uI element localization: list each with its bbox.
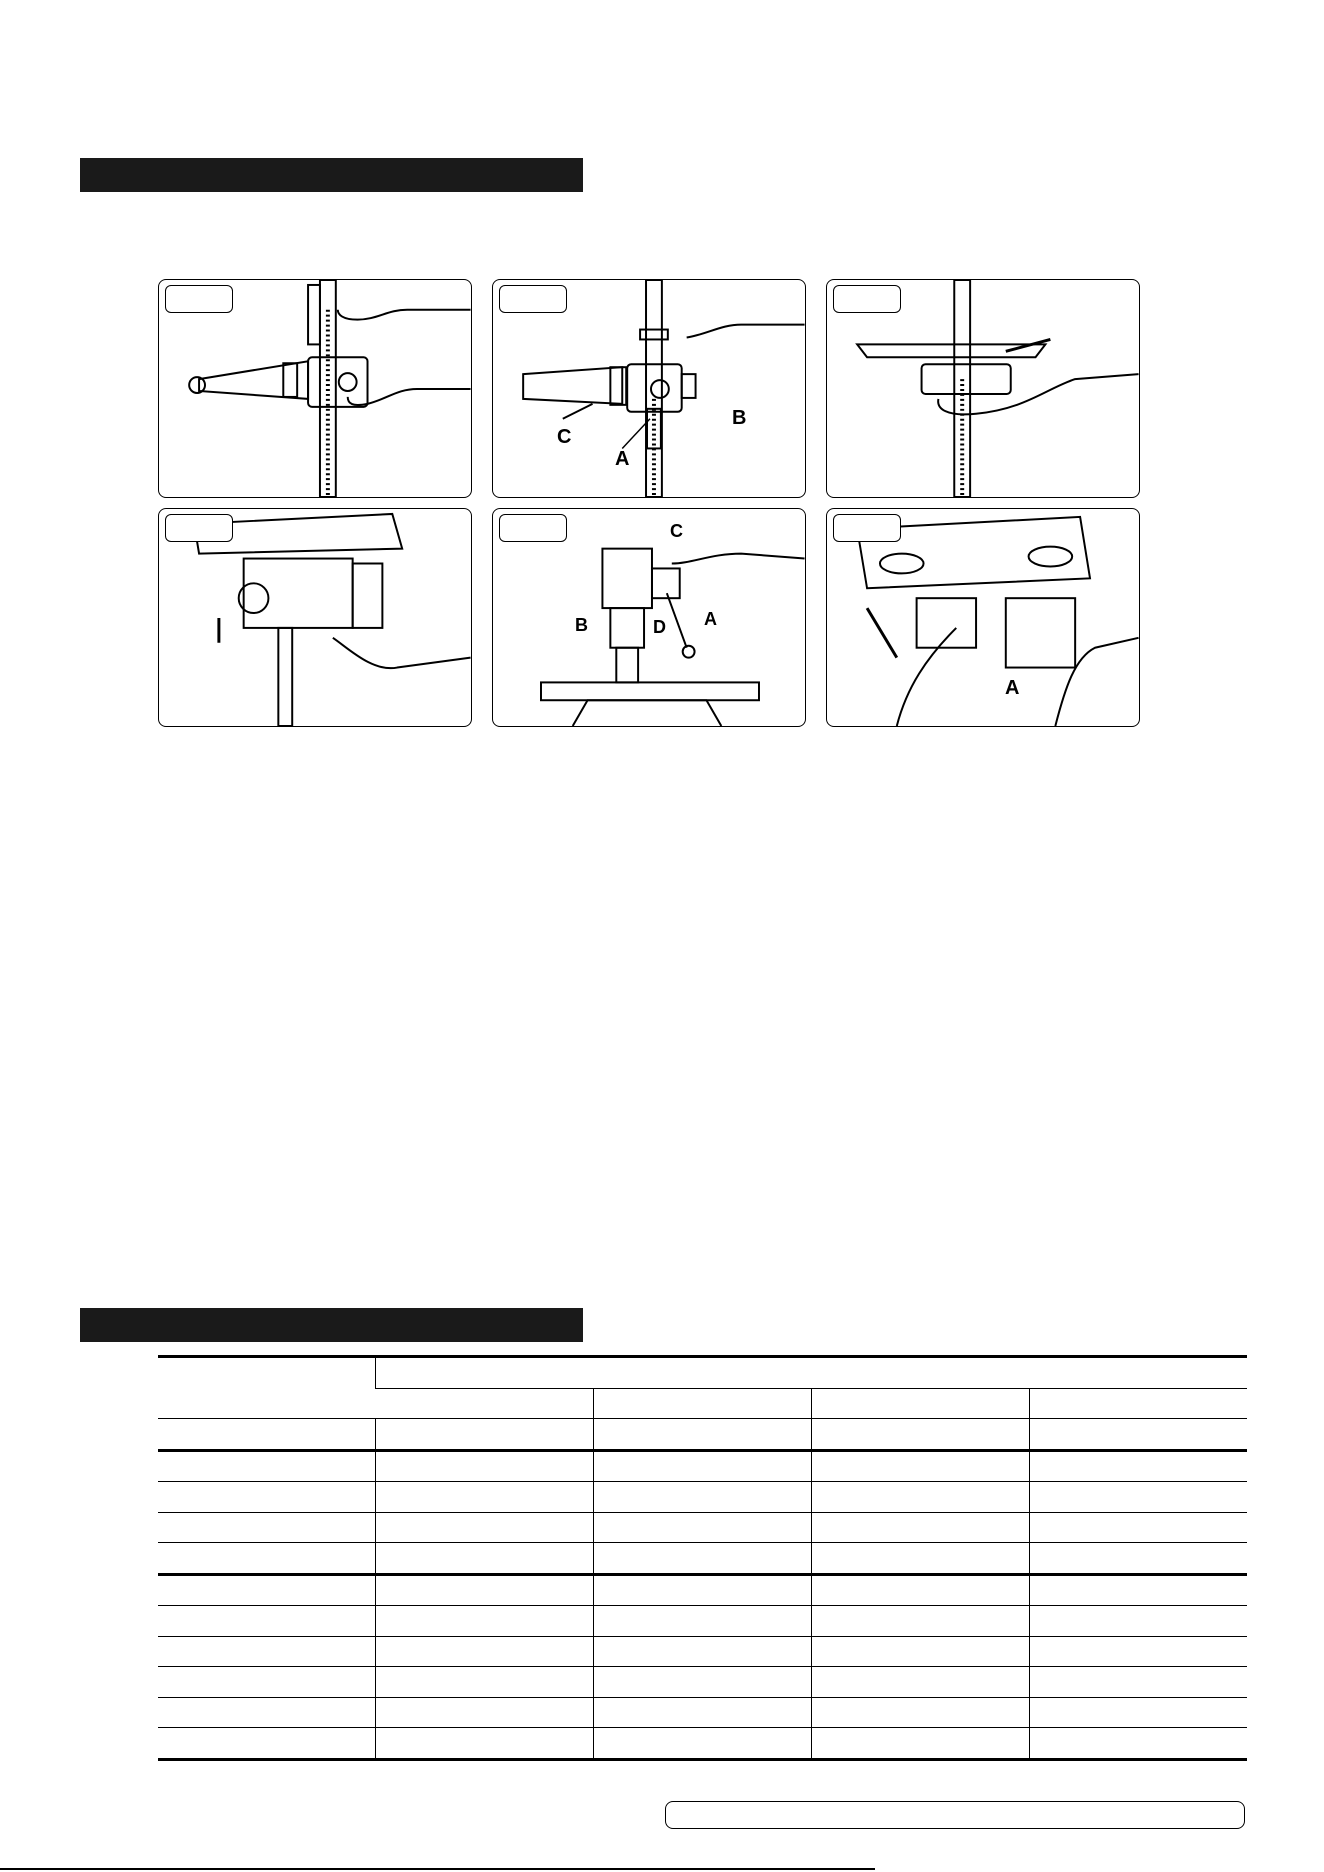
table-cell: [158, 1728, 375, 1760]
figure-panel-2: [492, 279, 806, 498]
table-cell: [158, 1636, 375, 1667]
figure-panel-1: [158, 279, 472, 498]
table-cell: [811, 1667, 1029, 1698]
table-cell: [1029, 1728, 1247, 1760]
table-cell: [593, 1450, 811, 1482]
table-cell: [811, 1636, 1029, 1667]
table-cell: [1029, 1450, 1247, 1482]
table-header-cell: [593, 1388, 811, 1419]
table-cell: [1029, 1574, 1247, 1606]
table-cell: [593, 1543, 811, 1575]
table-cell: [593, 1512, 811, 1543]
table-cell: [1029, 1482, 1247, 1513]
callout-label: A: [1005, 677, 1020, 699]
table-cell: [593, 1419, 811, 1451]
table-cell: [811, 1512, 1029, 1543]
table-header-cell: [811, 1388, 1029, 1419]
table-cell: [1029, 1667, 1247, 1698]
figure-panel-4: [158, 508, 472, 727]
table-cell: [158, 1482, 375, 1513]
table-cell: [593, 1482, 811, 1513]
table-cell: [158, 1606, 375, 1637]
table-cell: [158, 1419, 375, 1451]
figure-number-tab: [499, 514, 567, 542]
table-cell: [593, 1728, 811, 1760]
table-cell: [1029, 1419, 1247, 1451]
callout-label: A: [615, 448, 630, 470]
figure-number-tab: [165, 514, 233, 542]
table-cell: [1029, 1636, 1247, 1667]
table-cell: [375, 1482, 593, 1513]
table-cell: [593, 1697, 811, 1728]
table-cell: [811, 1419, 1029, 1451]
table-cell: [375, 1606, 593, 1637]
table-cell: [811, 1697, 1029, 1728]
table-cell: [375, 1574, 593, 1606]
table-cell: [1029, 1512, 1247, 1543]
figure-number-tab: [833, 514, 901, 542]
table-cell: [158, 1574, 375, 1606]
figure-panel-5: [492, 508, 806, 727]
figure-number-tab: [165, 285, 233, 313]
specification-table: [158, 1355, 1247, 1761]
note-box: [665, 1801, 1245, 1829]
table-cell: [593, 1667, 811, 1698]
table-cell: [375, 1636, 593, 1667]
table-cell: [811, 1574, 1029, 1606]
footer-rule: [0, 1868, 875, 1870]
figure-number-tab: [499, 285, 567, 313]
table-cell: [593, 1606, 811, 1637]
table-cell: [811, 1543, 1029, 1575]
callout-label: A: [704, 609, 717, 629]
section-header-bar-assembly: [80, 158, 583, 192]
table-cell: [375, 1543, 593, 1575]
table-cell: [375, 1419, 593, 1451]
figure-panel-6: [826, 508, 1140, 727]
callout-label: B: [575, 615, 588, 635]
callout-label: B: [732, 407, 747, 429]
table-cell: [593, 1636, 811, 1667]
table-cell: [375, 1667, 593, 1698]
table-cell: [158, 1667, 375, 1698]
table-header-cell: [375, 1357, 1247, 1389]
table-cell: [375, 1512, 593, 1543]
figure-panel-3: [826, 279, 1140, 498]
table-cell: [811, 1728, 1029, 1760]
table-header-cell: [1029, 1388, 1247, 1419]
table-cell: [375, 1728, 593, 1760]
table-cell: [1029, 1543, 1247, 1575]
table-cell: [811, 1482, 1029, 1513]
table-cell: [375, 1697, 593, 1728]
table-header-cell: [158, 1357, 375, 1419]
table-header-cell: [375, 1388, 593, 1419]
table-cell: [811, 1606, 1029, 1637]
figure-number-tab: [833, 285, 901, 313]
table-cell: [1029, 1697, 1247, 1728]
section-header-bar-specification: [80, 1308, 583, 1342]
table-cell: [375, 1450, 593, 1482]
callout-label: C: [670, 521, 683, 541]
table-cell: [158, 1697, 375, 1728]
table-cell: [158, 1512, 375, 1543]
table-cell: [811, 1450, 1029, 1482]
callout-label: D: [653, 617, 666, 637]
table-cell: [1029, 1606, 1247, 1637]
callout-label: C: [557, 426, 572, 448]
table-cell: [158, 1450, 375, 1482]
table-cell: [158, 1543, 375, 1575]
table-cell: [593, 1574, 811, 1606]
